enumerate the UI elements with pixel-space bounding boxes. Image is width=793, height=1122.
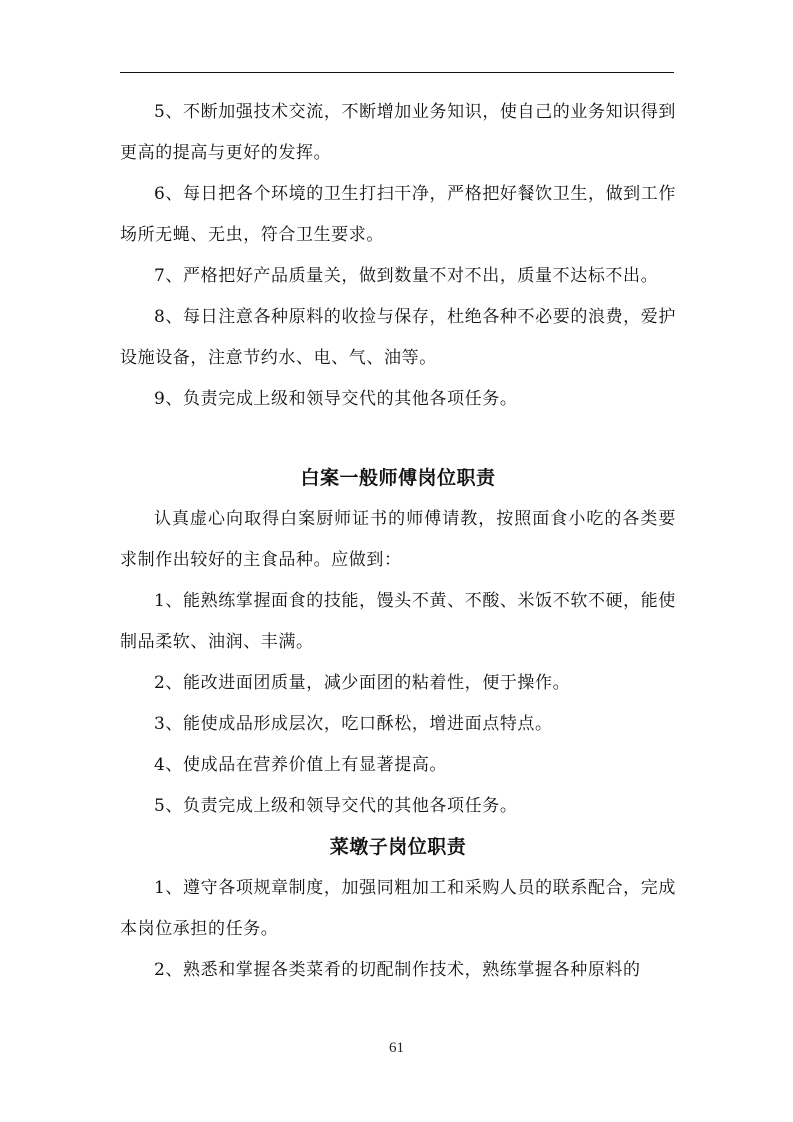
- duty-item: 1、遵守各项规章制度，加强同粗加工和采购人员的联系配合，完成本岗位承担的任务。: [120, 878, 676, 939]
- header-rule: [120, 72, 674, 73]
- page-number: 61: [389, 1040, 404, 1056]
- section-intro: 认真虚心向取得白案厨师证书的师傅请教，按照面食小吃的各类要求制作出较好的主食品种。应做到：: [120, 509, 676, 570]
- duty-item: 7、严格把好产品质量关，做到数量不对不出，质量不达标不出。: [154, 266, 659, 286]
- document-body: [120, 92, 676, 991]
- duty-item: 9、负责完成上级和领导交代的其他各项任务。: [154, 389, 518, 409]
- duty-item: 1、能熟练掌握面食的技能，馒头不黄、不酸、米饭不软不硬，能使制品柔软、油润、丰满。: [120, 591, 676, 652]
- duty-item: 2、熟悉和掌握各类菜肴的切配制作技术，熟练掌握各种原料的: [154, 960, 641, 980]
- duty-item: 8、每日注意各种原料的收捡与保存，杜绝各种不必要的浪费，爱护设施设备，注意节约水、电、气、油等。: [120, 307, 676, 368]
- duty-item: 2、能改进面团质量，减少面团的粘着性，便于操作。: [154, 673, 571, 693]
- section-title-baian: 白案一般师傅岗位职责: [300, 467, 496, 489]
- duty-item: 5、不断加强技术交流，不断增加业务知识，使自己的业务知识得到更高的提高与更好的发挥。: [120, 102, 676, 163]
- duty-item: 3、能使成品形成层次，吃口酥松，增进面点特点。: [154, 714, 553, 734]
- section-title-caidun: 菜墩子岗位职责: [329, 836, 467, 858]
- duty-item: 6、每日把各个环境的卫生打扫干净，严格把好餐饮卫生，做到工作场所无蝇、无虫，符合卫生要求。: [120, 184, 676, 245]
- duty-item: 5、负责完成上级和领导交代的其他各项任务。: [154, 796, 518, 816]
- duty-item: 4、使成品在营养价值上有显著提高。: [154, 755, 448, 775]
